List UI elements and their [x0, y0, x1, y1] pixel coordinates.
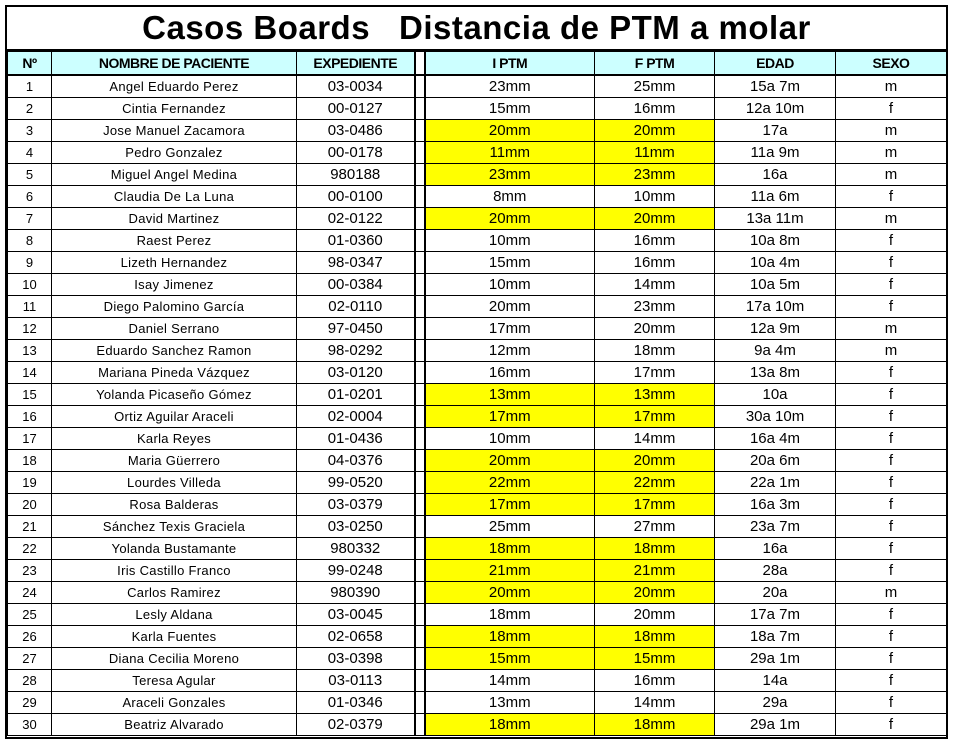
- f-ptm-cell: 20mm: [595, 318, 715, 340]
- table-row: [8, 626, 947, 648]
- i-ptm-cell: 8mm: [425, 186, 595, 208]
- table-row: [8, 560, 947, 582]
- edad-cell: 17a: [715, 120, 836, 142]
- row-number-cell: 25: [8, 604, 52, 626]
- row-number-cell: 9: [8, 252, 52, 274]
- expediente-cell: 02-0004: [297, 406, 415, 428]
- patient-name-cell: Angel Eduardo Perez: [52, 75, 297, 98]
- column-gap-cell: [415, 384, 425, 406]
- f-ptm-cell: 16mm: [595, 252, 715, 274]
- f-ptm-cell: 16mm: [595, 98, 715, 120]
- header-f-ptm: F PTM: [595, 52, 715, 76]
- column-gap-cell: [415, 626, 425, 648]
- table-row: [8, 362, 947, 384]
- i-ptm-cell: 15mm: [425, 98, 595, 120]
- expediente-cell: 00-0127: [297, 98, 415, 120]
- patient-name-cell: Teresa Agular: [52, 670, 297, 692]
- edad-cell: 15a 7m: [715, 75, 836, 98]
- i-ptm-cell: 20mm: [425, 296, 595, 318]
- edad-cell: 17a 7m: [715, 604, 836, 626]
- patient-name-cell: Lizeth Hernandez: [52, 252, 297, 274]
- i-ptm-cell: 18mm: [425, 538, 595, 560]
- sexo-cell: f: [836, 406, 947, 428]
- sexo-cell: m: [836, 164, 947, 186]
- expediente-cell: 980188: [297, 164, 415, 186]
- expediente-cell: 02-0122: [297, 208, 415, 230]
- patient-name-cell: Eduardo Sanchez Ramon: [52, 340, 297, 362]
- patient-name-cell: Raest Perez: [52, 230, 297, 252]
- sexo-cell: m: [836, 318, 947, 340]
- header-num: Nº: [8, 52, 52, 76]
- table-row: [8, 670, 947, 692]
- column-gap-cell: [415, 582, 425, 604]
- f-ptm-cell: 16mm: [595, 230, 715, 252]
- f-ptm-cell: 22mm: [595, 472, 715, 494]
- sexo-cell: f: [836, 670, 947, 692]
- column-gap-cell: [415, 428, 425, 450]
- table-row: [8, 230, 947, 252]
- patients-table: [7, 51, 947, 736]
- column-gap-cell: [415, 472, 425, 494]
- i-ptm-cell: 17mm: [425, 406, 595, 428]
- sexo-cell: m: [836, 208, 947, 230]
- expediente-cell: 03-0398: [297, 648, 415, 670]
- row-number-cell: 24: [8, 582, 52, 604]
- row-number-cell: 27: [8, 648, 52, 670]
- edad-cell: 14a: [715, 670, 836, 692]
- patient-name-cell: Daniel Serrano: [52, 318, 297, 340]
- table-row: [8, 450, 947, 472]
- f-ptm-cell: 11mm: [595, 142, 715, 164]
- header-i-ptm: I PTM: [425, 52, 595, 76]
- patient-name-cell: Yolanda Bustamante: [52, 538, 297, 560]
- column-gap-cell: [415, 142, 425, 164]
- sexo-cell: f: [836, 274, 947, 296]
- sexo-cell: f: [836, 384, 947, 406]
- i-ptm-cell: 25mm: [425, 516, 595, 538]
- row-number-cell: 7: [8, 208, 52, 230]
- patient-name-cell: Rosa Balderas: [52, 494, 297, 516]
- edad-cell: 22a 1m: [715, 472, 836, 494]
- row-number-cell: 10: [8, 274, 52, 296]
- expediente-cell: 980390: [297, 582, 415, 604]
- row-number-cell: 12: [8, 318, 52, 340]
- i-ptm-cell: 10mm: [425, 274, 595, 296]
- expediente-cell: 00-0178: [297, 142, 415, 164]
- sexo-cell: f: [836, 626, 947, 648]
- i-ptm-cell: 17mm: [425, 494, 595, 516]
- table-row: [8, 142, 947, 164]
- sexo-cell: f: [836, 560, 947, 582]
- expediente-cell: 03-0250: [297, 516, 415, 538]
- edad-cell: 16a 3m: [715, 494, 836, 516]
- column-gap: [415, 52, 425, 76]
- table-row: [8, 692, 947, 714]
- i-ptm-cell: 20mm: [425, 208, 595, 230]
- f-ptm-cell: 14mm: [595, 428, 715, 450]
- table-row: [8, 274, 947, 296]
- f-ptm-cell: 23mm: [595, 296, 715, 318]
- expediente-cell: 98-0292: [297, 340, 415, 362]
- expediente-cell: 01-0201: [297, 384, 415, 406]
- row-number-cell: 29: [8, 692, 52, 714]
- row-number-cell: 22: [8, 538, 52, 560]
- column-gap-cell: [415, 75, 425, 98]
- patient-name-cell: Ortiz Aguilar Araceli: [52, 406, 297, 428]
- patient-name-cell: Yolanda Picaseño Gómez: [52, 384, 297, 406]
- patient-name-cell: Miguel Angel Medina: [52, 164, 297, 186]
- table-row: [8, 428, 947, 450]
- f-ptm-cell: 18mm: [595, 714, 715, 736]
- i-ptm-cell: 10mm: [425, 428, 595, 450]
- column-gap-cell: [415, 98, 425, 120]
- column-gap-cell: [415, 230, 425, 252]
- patient-name-cell: Sánchez Texis Graciela: [52, 516, 297, 538]
- edad-cell: 18a 7m: [715, 626, 836, 648]
- column-gap-cell: [415, 186, 425, 208]
- table-row: [8, 208, 947, 230]
- edad-cell: 10a: [715, 384, 836, 406]
- expediente-cell: 00-0384: [297, 274, 415, 296]
- row-number-cell: 19: [8, 472, 52, 494]
- i-ptm-cell: 20mm: [425, 450, 595, 472]
- expediente-cell: 99-0248: [297, 560, 415, 582]
- f-ptm-cell: 23mm: [595, 164, 715, 186]
- sexo-cell: f: [836, 362, 947, 384]
- expediente-cell: 02-0379: [297, 714, 415, 736]
- table-row: [8, 538, 947, 560]
- edad-cell: 16a 4m: [715, 428, 836, 450]
- i-ptm-cell: 13mm: [425, 384, 595, 406]
- f-ptm-cell: 13mm: [595, 384, 715, 406]
- patient-name-cell: Mariana Pineda Vázquez: [52, 362, 297, 384]
- row-number-cell: 5: [8, 164, 52, 186]
- patient-name-cell: Carlos Ramirez: [52, 582, 297, 604]
- table-row: [8, 648, 947, 670]
- edad-cell: 29a: [715, 692, 836, 714]
- row-number-cell: 13: [8, 340, 52, 362]
- edad-cell: 9a 4m: [715, 340, 836, 362]
- patient-name-cell: Pedro Gonzalez: [52, 142, 297, 164]
- i-ptm-cell: 21mm: [425, 560, 595, 582]
- edad-cell: 13a 8m: [715, 362, 836, 384]
- sexo-cell: m: [836, 582, 947, 604]
- column-gap-cell: [415, 450, 425, 472]
- edad-cell: 12a 10m: [715, 98, 836, 120]
- f-ptm-cell: 20mm: [595, 450, 715, 472]
- column-gap-cell: [415, 516, 425, 538]
- f-ptm-cell: 25mm: [595, 75, 715, 98]
- i-ptm-cell: 11mm: [425, 142, 595, 164]
- expediente-cell: 02-0110: [297, 296, 415, 318]
- f-ptm-cell: 21mm: [595, 560, 715, 582]
- table-row: [8, 318, 947, 340]
- row-number-cell: 8: [8, 230, 52, 252]
- table-row: [8, 406, 947, 428]
- row-number-cell: 23: [8, 560, 52, 582]
- edad-cell: 10a 4m: [715, 252, 836, 274]
- table-row: [8, 472, 947, 494]
- table-row: [8, 340, 947, 362]
- sexo-cell: f: [836, 714, 947, 736]
- table-row: [8, 714, 947, 736]
- sexo-cell: f: [836, 538, 947, 560]
- edad-cell: 17a 10m: [715, 296, 836, 318]
- header-edad: EDAD: [715, 52, 836, 76]
- table-row: [8, 98, 947, 120]
- sexo-cell: m: [836, 120, 947, 142]
- patient-name-cell: Cintia Fernandez: [52, 98, 297, 120]
- table-row: [8, 296, 947, 318]
- patient-name-cell: Diego Palomino García: [52, 296, 297, 318]
- i-ptm-cell: 12mm: [425, 340, 595, 362]
- expediente-cell: 99-0520: [297, 472, 415, 494]
- sexo-cell: m: [836, 75, 947, 98]
- edad-cell: 11a 9m: [715, 142, 836, 164]
- edad-cell: 10a 5m: [715, 274, 836, 296]
- column-gap-cell: [415, 406, 425, 428]
- expediente-cell: 03-0379: [297, 494, 415, 516]
- sexo-cell: f: [836, 516, 947, 538]
- f-ptm-cell: 18mm: [595, 626, 715, 648]
- i-ptm-cell: 20mm: [425, 582, 595, 604]
- expediente-cell: 03-0113: [297, 670, 415, 692]
- patient-name-cell: Diana Cecilia Moreno: [52, 648, 297, 670]
- f-ptm-cell: 15mm: [595, 648, 715, 670]
- column-gap-cell: [415, 318, 425, 340]
- row-number-cell: 1: [8, 75, 52, 98]
- sexo-cell: f: [836, 648, 947, 670]
- table-row: [8, 384, 947, 406]
- column-gap-cell: [415, 538, 425, 560]
- i-ptm-cell: 15mm: [425, 648, 595, 670]
- i-ptm-cell: 23mm: [425, 164, 595, 186]
- edad-cell: 20a 6m: [715, 450, 836, 472]
- f-ptm-cell: 17mm: [595, 362, 715, 384]
- patient-name-cell: Lourdes Villeda: [52, 472, 297, 494]
- expediente-cell: 00-0100: [297, 186, 415, 208]
- expediente-cell: 03-0486: [297, 120, 415, 142]
- row-number-cell: 28: [8, 670, 52, 692]
- edad-cell: 29a 1m: [715, 648, 836, 670]
- row-number-cell: 14: [8, 362, 52, 384]
- table-row: [8, 186, 947, 208]
- column-gap-cell: [415, 340, 425, 362]
- column-gap-cell: [415, 120, 425, 142]
- table-row: [8, 516, 947, 538]
- patient-name-cell: Karla Reyes: [52, 428, 297, 450]
- expediente-cell: 97-0450: [297, 318, 415, 340]
- i-ptm-cell: 17mm: [425, 318, 595, 340]
- page-title: Casos Boards Distancia de PTM a molar: [7, 7, 946, 51]
- patient-name-cell: Isay Jimenez: [52, 274, 297, 296]
- column-gap-cell: [415, 296, 425, 318]
- sexo-cell: f: [836, 296, 947, 318]
- table-row: [8, 75, 947, 98]
- row-number-cell: 16: [8, 406, 52, 428]
- edad-cell: 10a 8m: [715, 230, 836, 252]
- row-number-cell: 3: [8, 120, 52, 142]
- f-ptm-cell: 20mm: [595, 582, 715, 604]
- f-ptm-cell: 18mm: [595, 538, 715, 560]
- expediente-cell: 02-0658: [297, 626, 415, 648]
- table-row: [8, 494, 947, 516]
- patient-name-cell: Iris Castillo Franco: [52, 560, 297, 582]
- sexo-cell: m: [836, 142, 947, 164]
- column-gap-cell: [415, 362, 425, 384]
- table-row: [8, 252, 947, 274]
- column-gap-cell: [415, 714, 425, 736]
- sexo-cell: m: [836, 340, 947, 362]
- f-ptm-cell: 18mm: [595, 340, 715, 362]
- edad-cell: 20a: [715, 582, 836, 604]
- patient-name-cell: Araceli Gonzales: [52, 692, 297, 714]
- patient-name-cell: Jose Manuel Zacamora: [52, 120, 297, 142]
- patient-name-cell: Beatriz Alvarado: [52, 714, 297, 736]
- i-ptm-cell: 22mm: [425, 472, 595, 494]
- expediente-cell: 03-0120: [297, 362, 415, 384]
- sexo-cell: f: [836, 98, 947, 120]
- i-ptm-cell: 20mm: [425, 120, 595, 142]
- f-ptm-cell: 17mm: [595, 406, 715, 428]
- patient-name-cell: Lesly Aldana: [52, 604, 297, 626]
- sexo-cell: f: [836, 604, 947, 626]
- f-ptm-cell: 14mm: [595, 274, 715, 296]
- sexo-cell: f: [836, 494, 947, 516]
- sexo-cell: f: [836, 230, 947, 252]
- column-gap-cell: [415, 560, 425, 582]
- edad-cell: 13a 11m: [715, 208, 836, 230]
- i-ptm-cell: 16mm: [425, 362, 595, 384]
- i-ptm-cell: 14mm: [425, 670, 595, 692]
- row-number-cell: 18: [8, 450, 52, 472]
- patient-name-cell: Karla Fuentes: [52, 626, 297, 648]
- header-name: NOMBRE DE PACIENTE: [52, 52, 297, 76]
- table-row: [8, 582, 947, 604]
- edad-cell: 29a 1m: [715, 714, 836, 736]
- sexo-cell: f: [836, 450, 947, 472]
- row-number-cell: 4: [8, 142, 52, 164]
- column-gap-cell: [415, 252, 425, 274]
- column-gap-cell: [415, 648, 425, 670]
- header-row: [8, 52, 947, 76]
- spreadsheet: [5, 5, 948, 739]
- sexo-cell: f: [836, 692, 947, 714]
- edad-cell: 11a 6m: [715, 186, 836, 208]
- column-gap-cell: [415, 208, 425, 230]
- table-row: [8, 604, 947, 626]
- row-number-cell: 17: [8, 428, 52, 450]
- edad-cell: 28a: [715, 560, 836, 582]
- expediente-cell: 980332: [297, 538, 415, 560]
- table-row: [8, 120, 947, 142]
- expediente-cell: 04-0376: [297, 450, 415, 472]
- expediente-cell: 98-0347: [297, 252, 415, 274]
- patient-name-cell: Claudia De La Luna: [52, 186, 297, 208]
- row-number-cell: 15: [8, 384, 52, 406]
- i-ptm-cell: 18mm: [425, 604, 595, 626]
- row-number-cell: 26: [8, 626, 52, 648]
- f-ptm-cell: 20mm: [595, 120, 715, 142]
- f-ptm-cell: 16mm: [595, 670, 715, 692]
- f-ptm-cell: 14mm: [595, 692, 715, 714]
- f-ptm-cell: 17mm: [595, 494, 715, 516]
- patient-name-cell: David Martinez: [52, 208, 297, 230]
- column-gap-cell: [415, 494, 425, 516]
- i-ptm-cell: 18mm: [425, 626, 595, 648]
- expediente-cell: 03-0045: [297, 604, 415, 626]
- row-number-cell: 30: [8, 714, 52, 736]
- row-number-cell: 6: [8, 186, 52, 208]
- f-ptm-cell: 20mm: [595, 604, 715, 626]
- i-ptm-cell: 18mm: [425, 714, 595, 736]
- expediente-cell: 01-0436: [297, 428, 415, 450]
- header-sexo: SEXO: [836, 52, 947, 76]
- column-gap-cell: [415, 692, 425, 714]
- f-ptm-cell: 10mm: [595, 186, 715, 208]
- edad-cell: 16a: [715, 164, 836, 186]
- column-gap-cell: [415, 274, 425, 296]
- column-gap-cell: [415, 670, 425, 692]
- row-number-cell: 11: [8, 296, 52, 318]
- column-gap-cell: [415, 604, 425, 626]
- i-ptm-cell: 23mm: [425, 75, 595, 98]
- edad-cell: 12a 9m: [715, 318, 836, 340]
- sexo-cell: f: [836, 186, 947, 208]
- row-number-cell: 20: [8, 494, 52, 516]
- sexo-cell: f: [836, 428, 947, 450]
- expediente-cell: 01-0360: [297, 230, 415, 252]
- expediente-cell: 01-0346: [297, 692, 415, 714]
- sexo-cell: f: [836, 252, 947, 274]
- expediente-cell: 03-0034: [297, 75, 415, 98]
- row-number-cell: 21: [8, 516, 52, 538]
- patient-name-cell: Maria Güerrero: [52, 450, 297, 472]
- column-gap-cell: [415, 164, 425, 186]
- edad-cell: 30a 10m: [715, 406, 836, 428]
- row-number-cell: 2: [8, 98, 52, 120]
- edad-cell: 23a 7m: [715, 516, 836, 538]
- table-row: [8, 164, 947, 186]
- f-ptm-cell: 20mm: [595, 208, 715, 230]
- i-ptm-cell: 15mm: [425, 252, 595, 274]
- i-ptm-cell: 10mm: [425, 230, 595, 252]
- header-expediente: EXPEDIENTE: [297, 52, 415, 76]
- sexo-cell: f: [836, 472, 947, 494]
- edad-cell: 16a: [715, 538, 836, 560]
- f-ptm-cell: 27mm: [595, 516, 715, 538]
- i-ptm-cell: 13mm: [425, 692, 595, 714]
